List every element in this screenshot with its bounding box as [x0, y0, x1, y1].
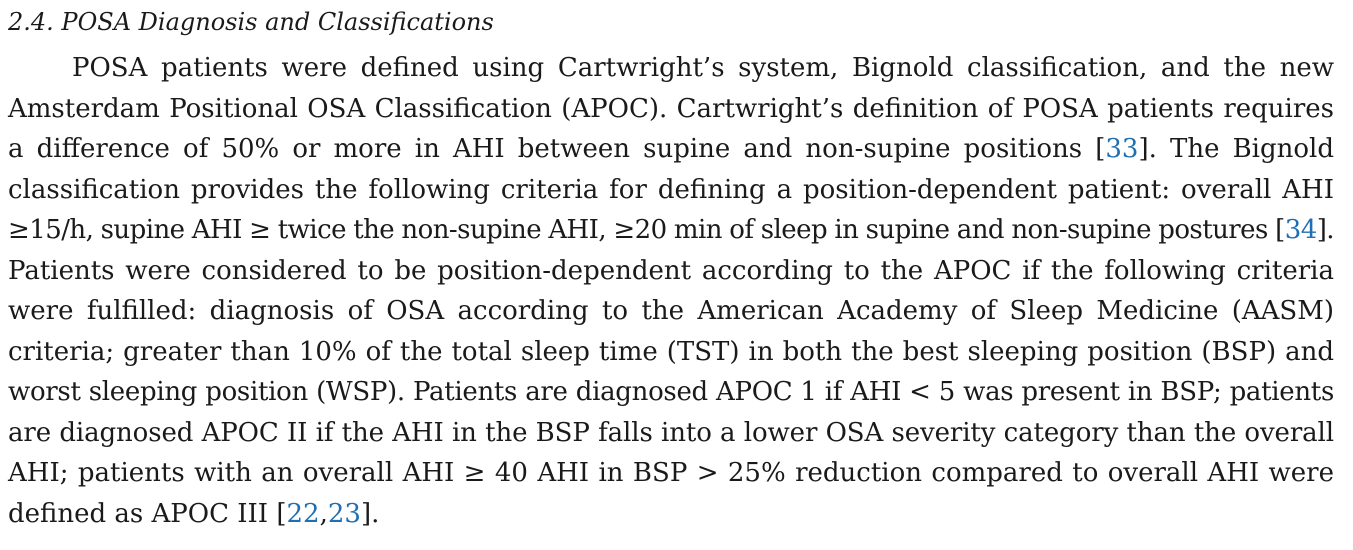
body-paragraph: [8, 48, 1334, 534]
text-run: ]. The Bignold: [1138, 134, 1334, 164]
text-run: ].: [1316, 215, 1334, 245]
text-line: Amsterdam Positional OSA Classification (APOC). Cartwright’s definition of POSA patients requires: [8, 93, 1334, 124]
citation-link-34[interactable]: 34: [1284, 215, 1317, 245]
text-run: ,: [319, 498, 328, 529]
text-line: AHI; patients with an overall AHI ≥ 40 AHI in BSP > 25% reduction compared to overall AHI were: [8, 458, 1334, 488]
text-run: ].: [360, 498, 380, 529]
text-line: classification provides the following criteria for defining a position-dependent patient: overall AHI: [8, 174, 1334, 205]
text-line: POSA patients were defined using Cartwright’s system, Bignold classification, and the new: [72, 53, 1334, 83]
citation-link-22[interactable]: 22: [286, 498, 320, 529]
citation-link-23[interactable]: 23: [327, 498, 361, 529]
text-line: were fulfilled: diagnosis of OSA according to the American Academy of Sleep Medicine (AASM): [8, 296, 1334, 326]
section-heading: 2.4. POSA Diagnosis and Classifications: [8, 8, 494, 36]
text-line: criteria; greater than 10% of the total sleep time (TST) in both the best sleeping position (BSP) and: [8, 336, 1334, 367]
text-run: ≥15/h, supine AHI ≥ twice the non-supine AHI, ≥20 min of sleep in supine and non-supine postures [: [8, 215, 1285, 245]
text-run: defined as APOC III [: [8, 498, 287, 529]
text-run: a difference of 50% or more in AHI between supine and non-supine positions [: [8, 134, 1106, 164]
text-line: [8, 494, 1334, 535]
citation-link-33[interactable]: 33: [1105, 134, 1139, 164]
text-line: are diagnosed APOC II if the AHI in the BSP falls into a lower OSA severity category than the overall: [8, 417, 1334, 448]
text-line: Patients were considered to be position-dependent according to the APOC if the following criteria: [8, 255, 1334, 286]
text-line: [8, 210, 1334, 251]
text-line: worst sleeping position (WSP). Patients are diagnosed APOC 1 if AHI < 5 was present in BSP; patients: [8, 377, 1334, 407]
section-posa-diagnosis: [8, 0, 1334, 534]
text-line: [8, 129, 1334, 170]
